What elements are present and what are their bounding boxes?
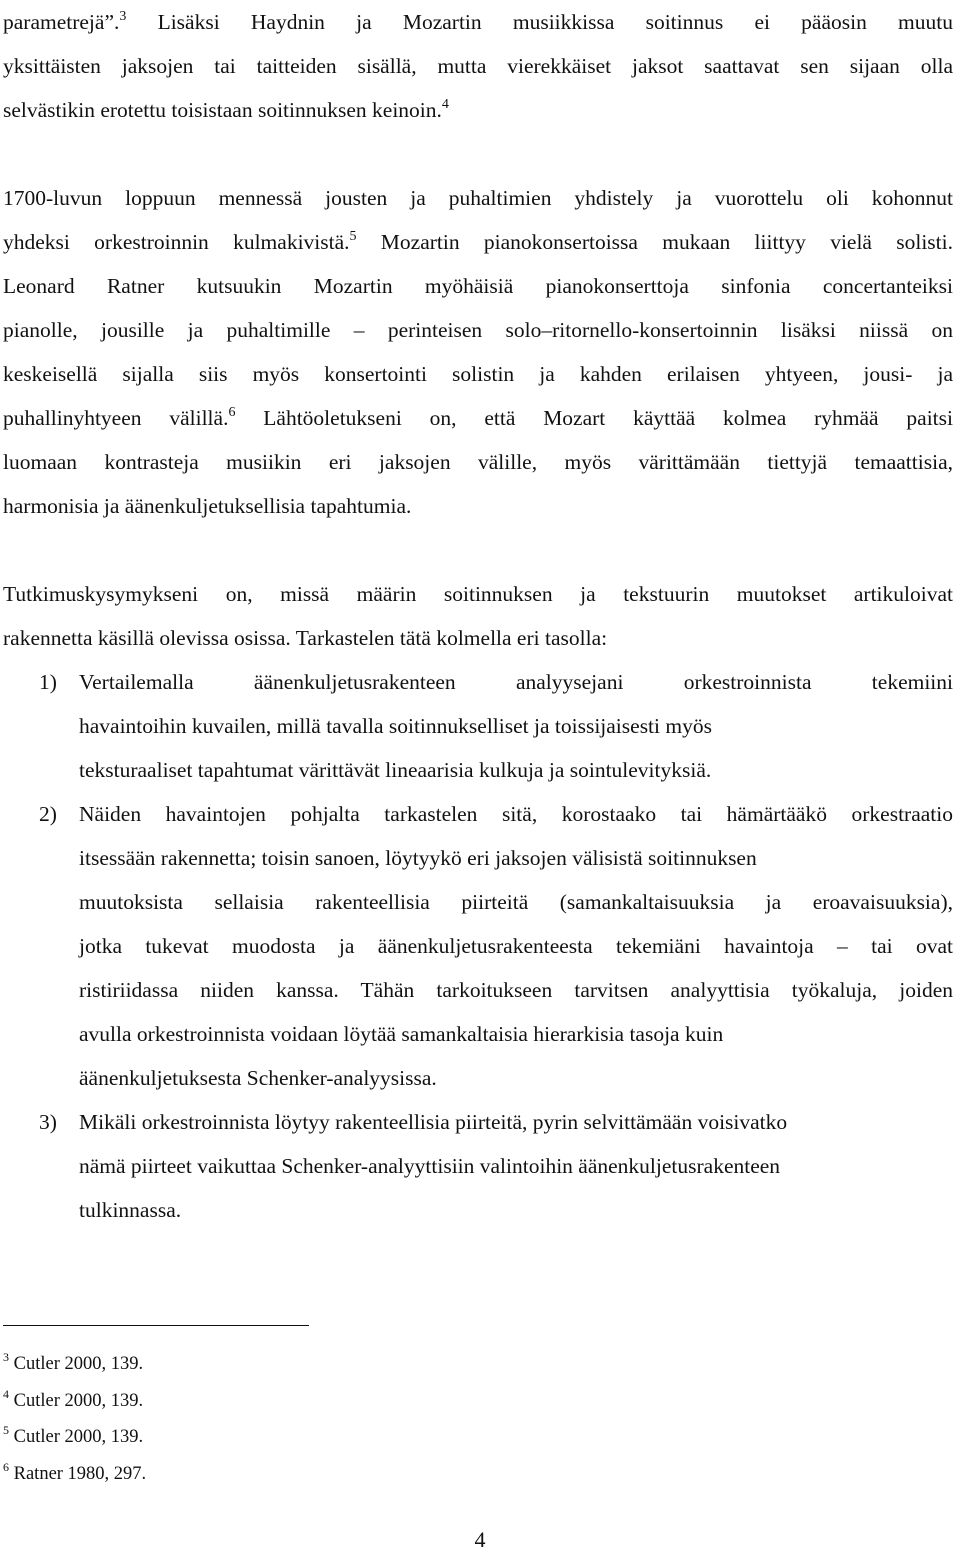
text-line: Leonard Ratner kutsuukin Mozartin myöhäisiä pianokonserttoja sinfonia concertanteiksi [3, 274, 953, 298]
paragraph-gap [3, 528, 953, 572]
paragraph [3, 572, 953, 660]
text-line: 3) Mikäli orkestroinnista löytyy rakenteellisia piirteitä, pyrin selvittämään voisivatko [3, 1100, 953, 1144]
text-line: yksittäisten jaksojen tai taitteiden sisällä, mutta vierekkäiset jaksot saattavat sen sijaan olla [3, 54, 953, 78]
footnote-ref: 5 [349, 229, 357, 244]
footnote: $^3$ Cutler 2000, 139. [3, 1350, 144, 1374]
paragraph-gap [3, 132, 953, 176]
footnote-separator [3, 1325, 309, 1326]
footnote-ref: 6 [228, 405, 236, 420]
footnote: $^5$ Cutler 2000, 139. [3, 1423, 144, 1448]
document-body [3, 0, 953, 1232]
footnote-mark: 3 [3, 1350, 9, 1364]
text-line: luomaan kontrasteja musiikin eri jaksojen välille, myös värittämään tiettyjä temaattisia, [3, 450, 953, 474]
footnote-ref: 4 [441, 97, 449, 112]
footnote-mark: 6 [3, 1459, 9, 1474]
text-line: harmonisia ja äänenkuljetuksellisia tapahtumia. [3, 494, 412, 518]
text-line: keskeisellä sijalla siis myös konsertointi solistin ja kahden erilaisen yhtyeen, jousi- ja [3, 362, 953, 386]
text-line: selvästikin erotettu toisistaan soitinnuksen keinoin.$^4$ [3, 97, 449, 122]
footnote-ref: 3 [119, 9, 127, 24]
text-line: 1700-luvun loppuun mennessä jousten ja puhaltimien yhdistely ja vuorottelu oli kohonnut [3, 186, 953, 210]
footnotes [3, 1346, 146, 1492]
text-line: äänenkuljetuksesta Schenker-analyysissa. [79, 1066, 437, 1090]
footnote-mark: 5 [3, 1423, 9, 1438]
text-line: Tutkimuskysymykseni on, missä määrin soitinnuksen ja tekstuurin muutokset artikuloivat [3, 582, 953, 606]
text-line: havaintoihin kuvailen, millä tavalla soitinnukselliset ja toissijaisesti myös [79, 714, 712, 738]
paragraph [3, 0, 953, 132]
text-line: itsessään rakennetta; toisin sanoen, löytyykö eri jaksojen välisistä soitinnuksen [79, 846, 757, 870]
text-line: parametrejä”.$^3$ Lisäksi Haydnin ja Mozartin musiikkissa soitinnus ei pääosin muutu [3, 9, 953, 34]
text-line: ristiriidassa niiden kanssa. Tähän tarkoitukseen tarvitsen analyyttisia työkaluja, joiden [79, 978, 953, 1002]
text-line: muutoksista sellaisia rakenteellisia piirteitä (samankaltaisuuksia ja eroavaisuuksia), [79, 890, 953, 914]
page-number: 4 [474, 1527, 486, 1552]
footnote: $^6$ Ratner 1980, 297. [3, 1459, 147, 1484]
list-item [3, 1100, 953, 1232]
text-line: avulla orkestroinnista voidaan löytää samankaltaisia hierarkisia tasoja kuin [79, 1022, 724, 1046]
paragraph [3, 176, 953, 528]
list-item [3, 792, 953, 1100]
text-line: yhdeksi orkestroinnin kulmakivistä.$^5$ Mozartin pianokonsertoissa mukaan liittyy vielä solisti. [3, 229, 953, 254]
list-number: 3) [39, 1110, 57, 1134]
numbered-list [3, 660, 953, 1232]
text-line: nämä piirteet vaikuttaa Schenker-analyyttisiin valintoihin äänenkuljetusrakenteen [79, 1154, 781, 1178]
text-line: puhallinyhtyeen välillä.$^6$ Lähtöoletukseni on, että Mozart käyttää kolmea ryhmää paitsi [3, 405, 953, 430]
footnote-mark: 4 [3, 1386, 9, 1401]
list-number: 1) [39, 670, 57, 694]
text-line: pianolle, jousille ja puhaltimille – perinteisen solo–ritornello-konsertoinnin lisäksi niissä on [3, 318, 953, 342]
text-line: 1) Vertailemalla äänenkuljetusrakenteen analyysejani orkestroinnista tekemiini [3, 660, 953, 704]
list-item [3, 660, 953, 792]
list-number: 2) [39, 802, 57, 826]
text-line: 2) Näiden havaintojen pohjalta tarkastelen sitä, korostaako tai hämärtääkö orkestraatio [3, 792, 953, 836]
text-line: teksturaaliset tapahtumat värittävät lineaarisia kulkuja ja sointulevityksiä. [79, 758, 712, 782]
text-line: tulkinnassa. [79, 1198, 182, 1222]
text-line: rakennetta käsillä olevissa osissa. Tarkastelen tätä kolmella eri tasolla: [3, 626, 608, 650]
text-line: jotka tukevat muodosta ja äänenkuljetusrakenteesta tekemiäni havaintoja – tai ovat [79, 934, 953, 958]
footnote: $^4$ Cutler 2000, 139. [3, 1386, 144, 1411]
